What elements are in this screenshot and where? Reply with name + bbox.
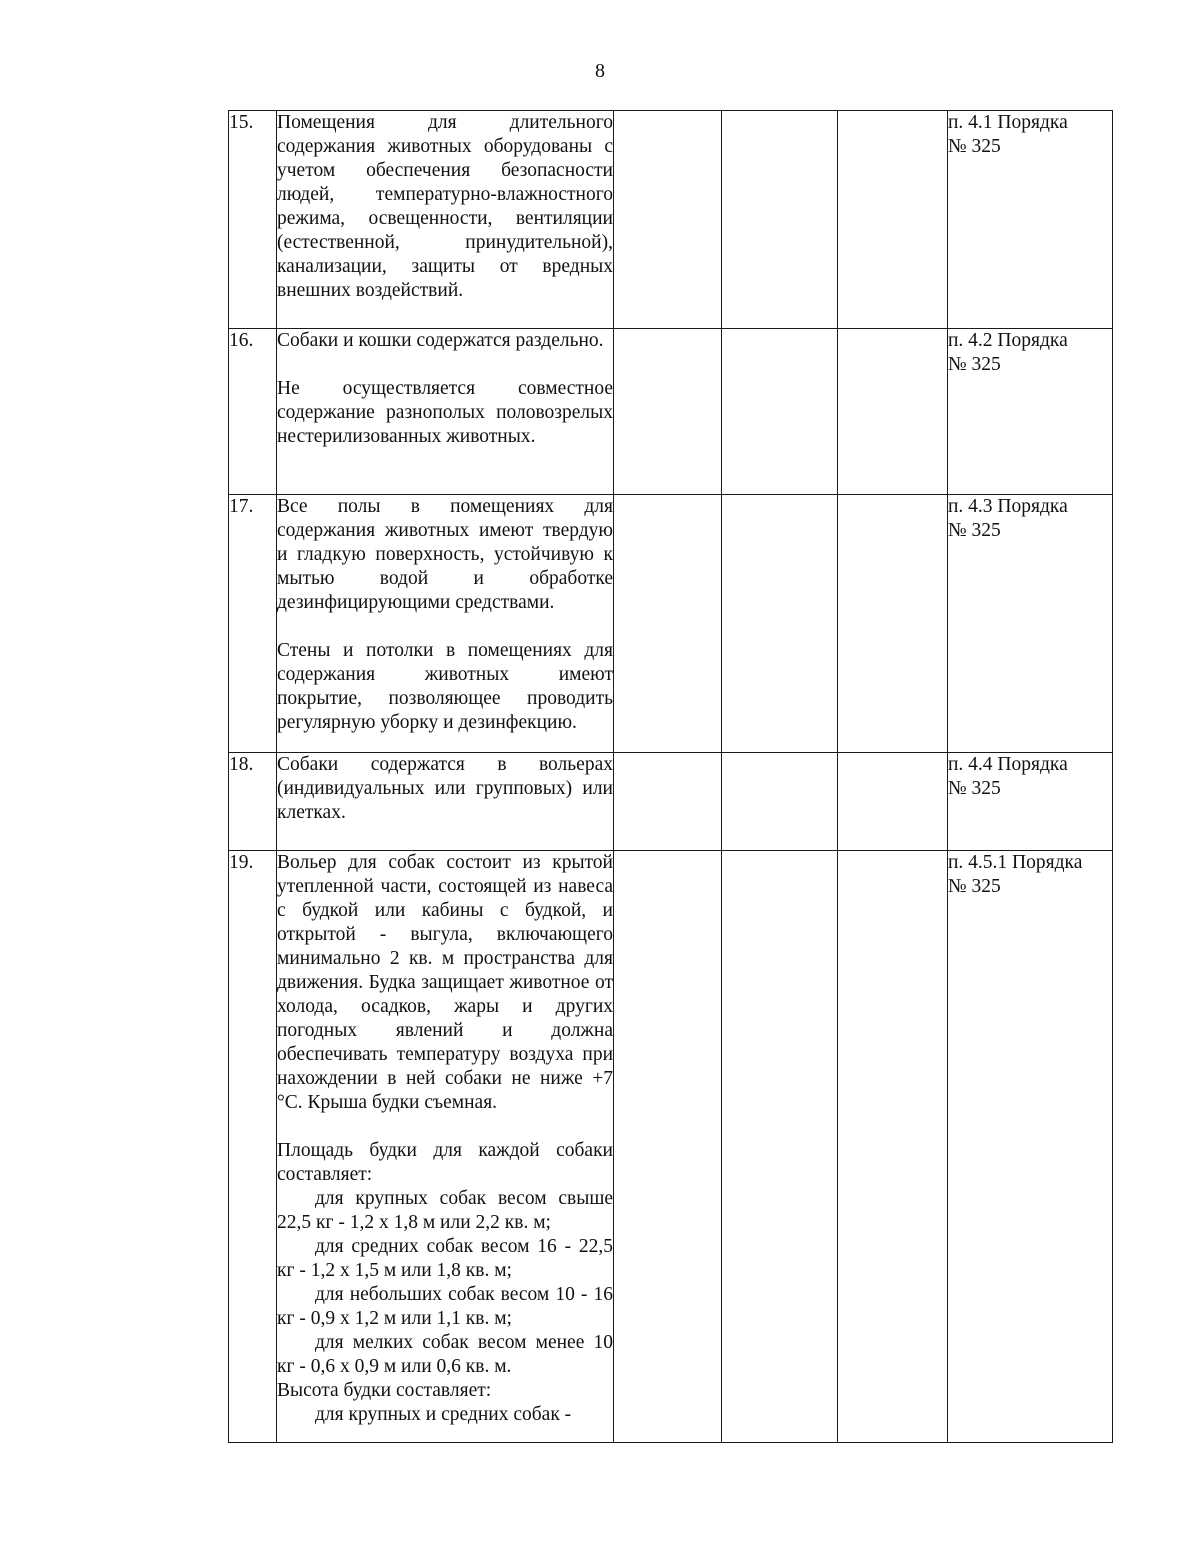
answer-cell-yes[interactable]	[614, 851, 722, 1443]
size-item: для крупных собак весом свыше 22,5 кг - 1,2 х 1,8 м или 2,2 кв. м;	[277, 1188, 613, 1233]
table-row	[229, 495, 1113, 753]
answer-cell-no[interactable]	[722, 111, 838, 329]
table-row	[229, 851, 1113, 1443]
requirement-paragraph: Помещения для длительного содержания животных оборудованы с учетом обеспечения безопасности людей, температурно-влажностного режима, освещенности, вентиляции (естественной, принудительной), канализации, защиты от вредных внешних воздействий.	[277, 112, 613, 301]
reference-clause: п. 4.4 Порядка	[948, 754, 1068, 775]
requirement-paragraph: Собаки содержатся в вольерах (индивидуальных или групповых) или клетках.	[277, 754, 613, 823]
reference-clause: п. 4.3 Порядка	[948, 496, 1068, 517]
requirement-text	[277, 851, 614, 1443]
answer-cell-na[interactable]	[838, 495, 948, 753]
row-number: 19.	[229, 851, 277, 1443]
answer-cell-yes[interactable]	[614, 329, 722, 495]
requirement-text	[277, 495, 614, 753]
answer-cell-no[interactable]	[722, 851, 838, 1443]
answer-cell-no[interactable]	[722, 495, 838, 753]
requirement-paragraph: Все полы в помещениях для содержания животных имеют твердую и гладкую поверхность, устойчивую к мытью водой и обработке дезинфицирующими средствами.	[277, 496, 613, 613]
size-item: для мелких собак весом менее 10 кг - 0,6 х 0,9 м или 0,6 кв. м.	[277, 1332, 613, 1377]
checklist-table	[228, 110, 1113, 1443]
reference-clause: п. 4.2 Порядка	[948, 330, 1068, 351]
legal-reference	[948, 495, 1113, 753]
requirement-paragraph: Не осуществляется совместное содержание разнополых половозрелых нестерилизованных животных.	[277, 378, 613, 447]
height-item: для крупных и средних собак -	[315, 1404, 572, 1425]
legal-reference	[948, 111, 1113, 329]
answer-cell-na[interactable]	[838, 851, 948, 1443]
reference-clause: п. 4.5.1 Порядка	[948, 852, 1083, 873]
reference-number: № 325	[948, 778, 1001, 799]
reference-number: № 325	[948, 876, 1001, 897]
requirement-text	[277, 753, 614, 851]
table-row	[229, 329, 1113, 495]
row-number: 18.	[229, 753, 277, 851]
answer-cell-na[interactable]	[838, 111, 948, 329]
answer-cell-yes[interactable]	[614, 495, 722, 753]
height-heading: Высота будки составляет:	[277, 1380, 492, 1401]
reference-number: № 325	[948, 354, 1001, 375]
reference-number: № 325	[948, 520, 1001, 541]
table-row	[229, 111, 1113, 329]
legal-reference	[948, 753, 1113, 851]
size-item: для небольших собак весом 10 - 16 кг - 0,9 х 1,2 м или 1,1 кв. м;	[277, 1284, 613, 1329]
row-number: 15.	[229, 111, 277, 329]
requirement-text	[277, 329, 614, 495]
row-number: 17.	[229, 495, 277, 753]
requirement-paragraph: Стены и потолки в помещениях для содержания животных имеют покрытие, позволяющее проводить регулярную уборку и дезинфекцию.	[277, 640, 613, 733]
answer-cell-na[interactable]	[838, 753, 948, 851]
reference-number: № 325	[948, 136, 1001, 157]
page-number: 8	[595, 60, 605, 82]
answer-cell-na[interactable]	[838, 329, 948, 495]
row-number: 16.	[229, 329, 277, 495]
legal-reference	[948, 851, 1113, 1443]
requirement-paragraph: Вольер для собак состоит из крытой утепленной части, состоящей из навеса с будкой или кабины с будкой, и открытой - выгула, включающего минимально 2 кв. м пространства для движения. Будка защищает животное от холода, осадков, жары и других погодных явлений и должна обеспечивать температуру воздуха при нахождении в ней собаки не ниже +7 °С. Крыша будки съемная.	[277, 852, 613, 1113]
requirement-paragraph: Собаки и кошки содержатся раздельно.	[277, 330, 604, 351]
table-row	[229, 753, 1113, 851]
legal-reference	[948, 329, 1113, 495]
answer-cell-no[interactable]	[722, 329, 838, 495]
answer-cell-no[interactable]	[722, 753, 838, 851]
requirement-paragraph: Площадь будки для каждой собаки составляет:	[277, 1140, 613, 1185]
reference-clause: п. 4.1 Порядка	[948, 112, 1068, 133]
answer-cell-yes[interactable]	[614, 753, 722, 851]
size-item: для средних собак весом 16 - 22,5 кг - 1,2 х 1,5 м или 1,8 кв. м;	[277, 1236, 613, 1281]
answer-cell-yes[interactable]	[614, 111, 722, 329]
requirement-text	[277, 111, 614, 329]
